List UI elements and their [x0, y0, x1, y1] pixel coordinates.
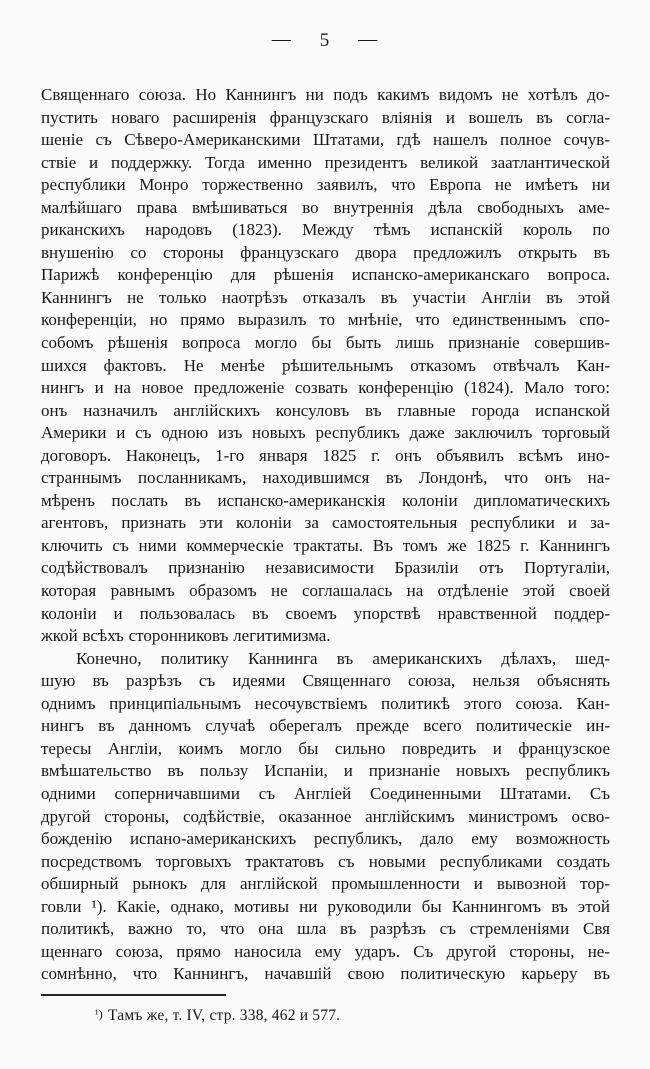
footnote [95, 1007, 340, 1025]
text-line: посредствомъ торговыхъ трактатовъ съ новыми республиками создать [41, 851, 610, 871]
text-line: агентовъ, признать эти колоніи за самостоятельныя республики и за- [41, 513, 610, 533]
header-dash-right: — [358, 29, 379, 50]
text-line: жкой всѣхъ сторонниковъ легитимизма. [41, 626, 331, 646]
text-line: шую въ разрѣзъ съ идеями Священнаго союза, нельзя объяснять [41, 671, 610, 691]
text-line: ствіе и поддержку. Тогда именно президентъ великой заатлантической [41, 152, 610, 172]
text-line: республики Монро торжественно заявилъ, что Европа не имѣетъ ни [41, 175, 610, 195]
text-line: говли ¹). Какіе, однако, мотивы ни руководили бы Каннингомъ въ этой [41, 896, 610, 916]
text-line: договоръ. Наконецъ, 1-го января 1825 г. онъ объявилъ всѣмъ ино- [41, 445, 610, 465]
text-line: содѣйствовалъ признанію независимости Бразиліи отъ Португаліи, [41, 558, 610, 578]
text-line: онъ назначилъ англійскихъ консуловъ въ главные города испанской [41, 400, 610, 420]
text-line: Парижѣ конференцію для рѣшенія испанско-американскаго вопроса. [41, 265, 610, 285]
footnote-text: Тамъ же, т. IV, стр. 338, 462 и 577. [108, 1007, 341, 1024]
text-line: колоніи и пользовалась въ своемъ упорствѣ нравственной поддер- [41, 603, 610, 623]
text-line: божденію испано-американскихъ республикъ, дало ему возможность [41, 829, 610, 849]
paragraph-2 [41, 648, 610, 986]
text-line: шеніе съ Сѣверо-Американскими Штатами, гдѣ нашелъ полное сочув- [41, 130, 610, 150]
text-line: щеннаго союза, прямо наносила ему ударъ. Съ другой стороны, не- [41, 941, 610, 961]
text-line: Америки и съ одною изъ новыхъ республикъ даже заключилъ торговый [41, 423, 610, 443]
text-line: Конечно, политику Каннинга въ американскихъ дѣлахъ, шед- [76, 648, 610, 668]
text-line: однимъ принципіальнымъ несочувствіемъ политикѣ этого союза. Кан- [41, 693, 610, 713]
body-text [41, 84, 610, 986]
text-line: обширный рынокъ для англійской промышленности и вывозной тор- [41, 874, 610, 894]
paragraph-1 [41, 84, 610, 648]
page-number: 5 [319, 30, 331, 51]
page-header [0, 30, 650, 52]
text-line: вмѣшательство въ пользу Испаніи, и признаніе новыхъ республикъ [41, 761, 610, 781]
text-line: ключить съ ними коммерческіе трактаты. Въ томъ же 1825 г. Каннингъ [41, 535, 610, 555]
text-line: нингъ въ данномъ случаѣ оберегалъ прежде всего политическіе ин- [41, 716, 610, 736]
text-line: тересы Англіи, коимъ могло бы сильно повредить и французское [41, 738, 610, 758]
footnote-divider [41, 994, 226, 996]
text-line: малѣйшаго права вмѣшиваться во внутреннія дѣла свободныхъ аме- [41, 197, 610, 217]
text-line: страннымъ посланникамъ, находившимся въ Лондонѣ, что онъ на- [41, 468, 610, 488]
text-line: пустить новаго расширенія французскаго вліянія и вошелъ въ согла- [41, 107, 610, 127]
text-line: политикѣ, важно то, что она шла въ разрѣзъ съ стремленіями Свя [41, 919, 610, 939]
footnote-marker: ¹) [95, 1007, 103, 1021]
text-line: Каннингъ не только наотрѣзъ отказалъ въ участіи Англіи въ этой [41, 287, 610, 307]
text-line: шихся фактовъ. Не менѣе рѣшительнымъ отказомъ отвѣчалъ Кан- [41, 355, 610, 375]
text-line: собомъ рѣшенія вопроса могло бы быть лишь признаніе совершив- [41, 333, 610, 353]
text-line: сомнѣнно, что Каннингъ, начавшій свою политическую карьеру въ [41, 964, 610, 984]
text-line: одними соперничавшими съ Англіей Соединенными Штатами. Съ [41, 783, 610, 803]
text-line: внушенію со стороны французскаго двора предложилъ открыть въ [41, 242, 610, 262]
text-line: которая равнымъ образомъ не соглашалась на отдѣленіе этой своей [41, 581, 610, 601]
text-line: нингъ и на новое предложеніе созвать конференцію (1824). Мало того: [41, 378, 610, 398]
text-line: Священнаго союза. Но Каннингъ ни подъ какимъ видомъ не хотѣлъ до- [41, 85, 610, 104]
text-line: конференціи, но прямо выразилъ то мнѣніе, что единственнымъ спо- [41, 310, 610, 330]
text-line: риканскихъ народовъ (1823). Между тѣмъ испанскій король по [41, 220, 610, 240]
text-line: мѣренъ послать въ испанско-американскія колоніи дипломатическихъ [41, 490, 610, 510]
text-line: другой стороны, содѣйствіе, оказанное англійскимъ министромъ осво- [41, 806, 610, 826]
header-dash-left: — [271, 29, 292, 50]
